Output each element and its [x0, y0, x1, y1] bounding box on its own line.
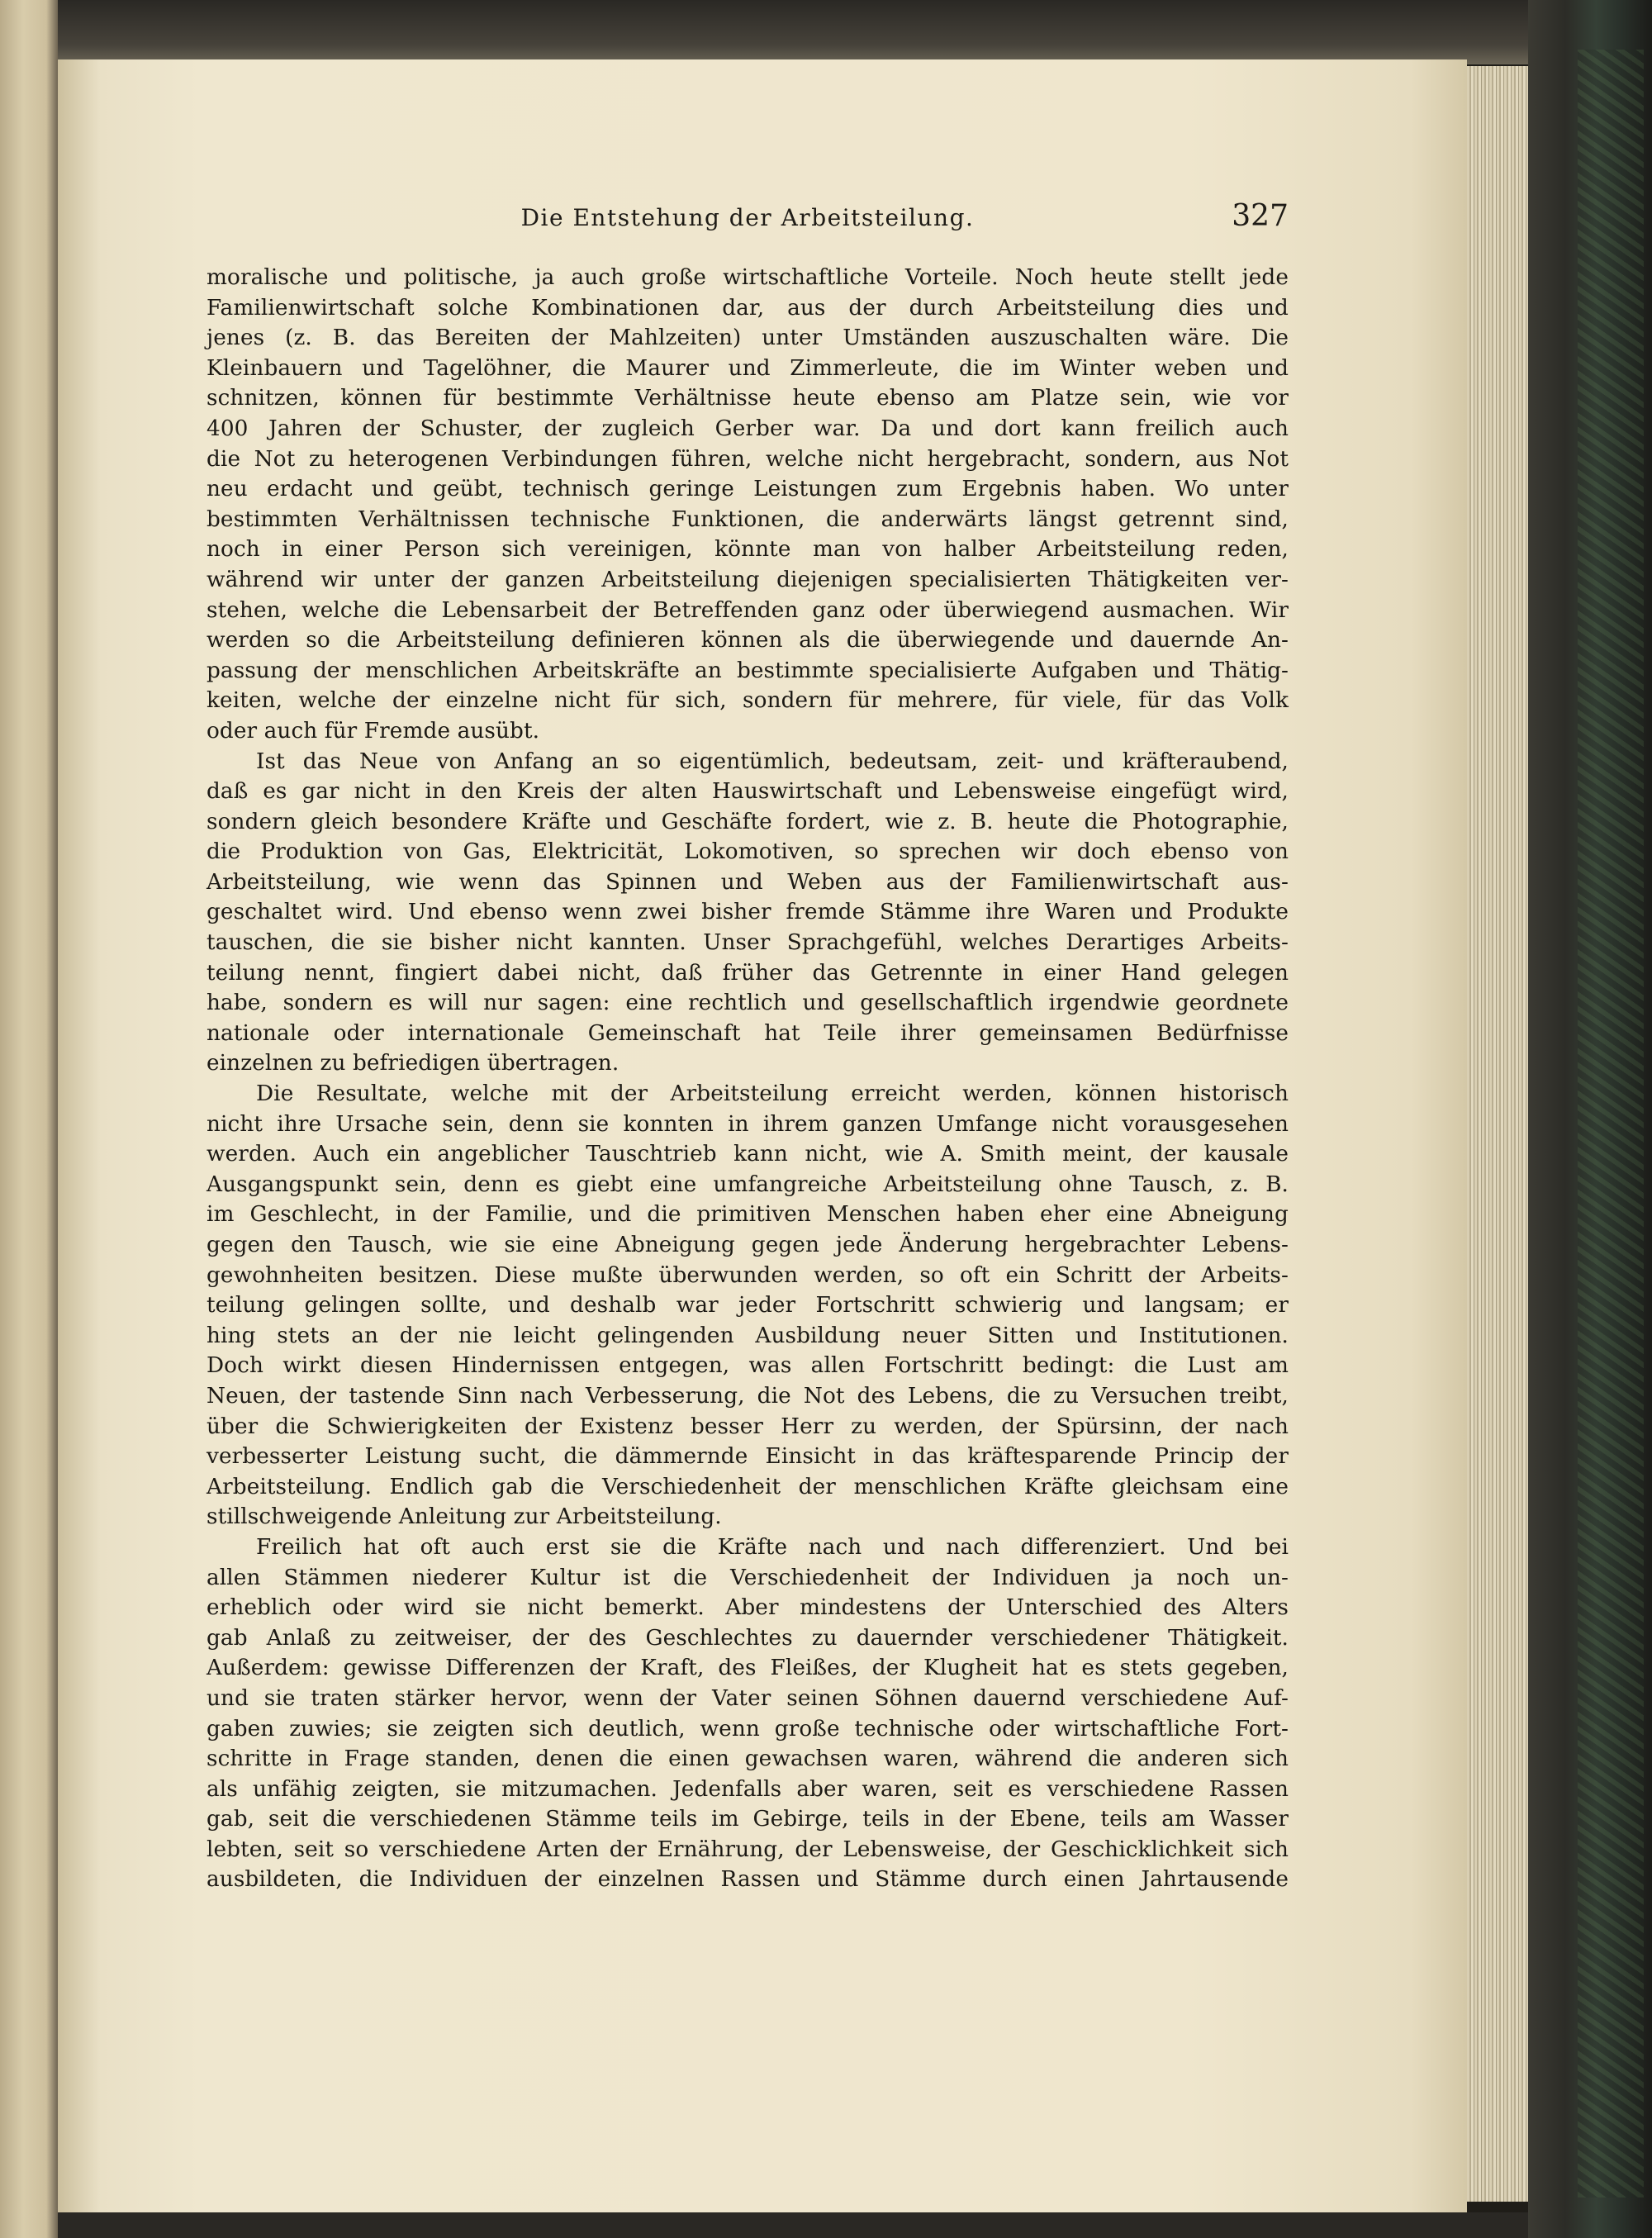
- text-line: schritte in Frage standen, denen die einen gewachsen waren, während die anderen sich: [206, 1746, 1289, 1772]
- text-line: tauschen, die sie bisher nicht kannten. Unser Sprachgefühl, welches Derartiges Arbeits-: [206, 930, 1289, 956]
- text-line: und sie traten stärker hervor, wenn der Vater seinen Söhnen dauernd verschiedene Auf-: [206, 1685, 1289, 1711]
- text-line: Familienwirtschaft solche Kombinationen dar, aus der durch Arbeitsteilung dies und: [206, 295, 1289, 321]
- scan-bottom-border: [58, 2212, 1528, 2238]
- text-line: schnitzen, können für bestimmte Verhältnisse heute ebenso am Platze sein, wie vor: [206, 386, 1289, 411]
- text-line: Arbeitsteilung. Endlich gab die Verschiedenheit der menschlichen Kräfte gleichsam eine: [206, 1474, 1289, 1499]
- text-line: Doch wirkt diesen Hindernissen entgegen, was allen Fortschritt bedingt: die Lust am: [206, 1353, 1289, 1379]
- text-line: habe, sondern es will nur sagen: eine rechtlich und gesellschaftlich irgendwie geordnete: [206, 991, 1289, 1016]
- text-line: gegen den Tausch, wie sie eine Abneigung gegen jede Änderung hergebrachter Lebens-: [206, 1233, 1289, 1257]
- text-line: stillschweigende Anleitung zur Arbeitsteilung.: [206, 1504, 722, 1530]
- text-line: einzelnen zu befriedigen übertragen.: [206, 1051, 620, 1076]
- text-line: keiten, welche der einzelne nicht für sich, sondern für mehrere, für viele, für das Volk: [206, 688, 1289, 714]
- text-line: im Geschlecht, in der Familie, und die primitiven Menschen haben eher eine Abneigung: [206, 1202, 1289, 1228]
- text-line: die Not zu heterogenen Verbindungen führen, welche nicht hergebracht, sondern, aus Not: [206, 446, 1289, 472]
- text-line: nationale oder internationale Gemeinschaft hat Teile ihrer gemeinsamen Bedürfnisse: [206, 1020, 1289, 1046]
- page-number: 327: [1232, 199, 1289, 233]
- text-line: Neuen, der tastende Sinn nach Verbesserung, die Not des Lebens, die zu Versuchen treibt,: [206, 1383, 1289, 1409]
- text-line: Arbeitsteilung, wie wenn das Spinnen und Weben aus der Familienwirtschaft aus-: [206, 869, 1289, 895]
- text-line: lebten, seit so verschiedene Arten der Ernährung, der Lebensweise, der Geschicklichkeit sich: [206, 1836, 1289, 1862]
- text-line: passung der menschlichen Arbeitskräfte an bestimmte specialisierte Aufgaben und Thätig-: [206, 658, 1289, 683]
- text-line: Die Resultate, welche mit der Arbeitsteilung erreicht werden, können historisch: [256, 1081, 1289, 1107]
- text-line: moralische und politische, ja auch große wirtschaftliche Vorteile. Noch heute stellt jede: [206, 265, 1289, 290]
- text-line: gaben zuwies; sie zeigten sich deutlich, wenn große technische oder wirtschaftliche Fort-: [206, 1716, 1289, 1741]
- text-line: teilung gelingen sollte, und deshalb war jeder Fortschritt schwierig und langsam; er: [206, 1293, 1289, 1319]
- text-line: Kleinbauern und Tagelöhner, die Maurer und Zimmerleute, die im Winter weben und: [206, 355, 1289, 381]
- text-line: erheblich oder wird sie nicht bemerkt. Aber mindestens der Unterschied des Alters: [206, 1595, 1289, 1621]
- book-cover-edge: [1528, 0, 1652, 2238]
- text-line: 400 Jahren der Schuster, der zugleich Gerber war. Da und dort kann freilich auch: [206, 416, 1289, 441]
- text-line: daß es gar nicht in den Kreis der alten Hauswirtschaft und Lebensweise eingefügt wird,: [206, 779, 1289, 805]
- text-line: verbesserter Leistung sucht, die dämmernde Einsicht in das kräftesparende Princip der: [206, 1444, 1289, 1470]
- text-line: Außerdem: gewisse Differenzen der Kraft, des Fleißes, der Klugheit hat es stets gegeben,: [206, 1656, 1289, 1681]
- text-line: als unfähig zeigten, sie mitzumachen. Jedenfalls aber waren, seit es verschiedene Rassen: [206, 1776, 1289, 1802]
- scan-top-border: [58, 0, 1528, 64]
- body-text: [206, 263, 1289, 1895]
- text-line: teilung nennt, fingiert dabei nicht, daß früher das Getrennte in einer Hand gelegen: [206, 960, 1289, 986]
- text-line: nicht ihre Ursache sein, denn sie konnten in ihrem ganzen Umfange nicht vorausgesehen: [206, 1111, 1289, 1137]
- page-stack-edges: [1467, 66, 1528, 2202]
- page-header: [206, 199, 1289, 237]
- text-line: jenes (z. B. das Bereiten der Mahlzeiten) unter Umständen auszuschalten wäre. Die: [206, 325, 1289, 351]
- text-line: werden so die Arbeitsteilung definieren können als die überwiegende und dauernde An-: [206, 628, 1289, 653]
- text-line: gab Anlaß zu zeitweiser, der des Geschlechtes zu dauernder verschiedener Thätigkeit.: [206, 1625, 1289, 1651]
- text-line: noch in einer Person sich vereinigen, könnte man von halber Arbeitsteilung reden,: [206, 537, 1289, 563]
- text-line: hing stets an der nie leicht gelingenden Ausbildung neuer Sitten und Institutionen.: [206, 1323, 1289, 1348]
- text-line: geschaltet wird. Und ebenso wenn zwei bisher fremde Stämme ihre Waren und Produkte: [206, 900, 1289, 925]
- text-line: neu erdacht und geübt, technisch geringe Leistungen zum Ergebnis haben. Wo unter: [206, 477, 1289, 502]
- text-line: gab, seit die verschiedenen Stämme teils im Gebirge, teils in der Ebene, teils am Wasser: [206, 1807, 1289, 1832]
- facing-page-edge: [0, 0, 58, 2238]
- text-line: werden. Auch ein angeblicher Tauschtrieb kann nicht, wie A. Smith meint, der kausale: [206, 1142, 1289, 1167]
- text-line: bestimmten Verhältnissen technische Funktionen, die anderwärts längst getrennt sind,: [206, 506, 1289, 532]
- text-line: ausbildeten, die Individuen der einzelnen Rassen und Stämme durch einen Jahrtausende: [206, 1867, 1289, 1893]
- text-line: Ausgangspunkt sein, denn es giebt eine umfangreiche Arbeitsteilung ohne Tausch, z. B.: [206, 1171, 1289, 1197]
- text-line: Freilich hat oft auch erst sie die Kräfte nach und nach differenziert. Und bei: [256, 1534, 1289, 1560]
- text-line: die Produktion von Gas, Elektricität, Lokomotiven, so sprechen wir doch ebenso von: [206, 839, 1289, 865]
- text-line: sondern gleich besondere Kräfte und Geschäfte fordert, wie z. B. heute die Photographie,: [206, 809, 1289, 834]
- text-line: während wir unter der ganzen Arbeitsteilung diejenigen specialisierten Thätigkeiten ver-: [206, 567, 1289, 592]
- text-line: oder auch für Fremde ausübt.: [206, 718, 540, 744]
- running-head: Die Entstehung der Arbeitsteilung.: [520, 204, 975, 231]
- text-line: über die Schwierigkeiten der Existenz besser Herr zu werden, der Spürsinn, der nach: [206, 1414, 1289, 1439]
- text-line: stehen, welche die Lebensarbeit der Betreffenden ganz oder überwiegend ausmachen. Wir: [206, 597, 1289, 623]
- text-line: Ist das Neue von Anfang an so eigentümlich, bedeutsam, zeit- und kräfteraubend,: [256, 748, 1289, 774]
- text-line: allen Stämmen niederer Kultur ist die Verschiedenheit der Individuen ja noch un-: [206, 1565, 1289, 1590]
- text-line: gewohnheiten besitzen. Diese mußte überwunden werden, so oft ein Schritt der Arbeits-: [206, 1262, 1289, 1288]
